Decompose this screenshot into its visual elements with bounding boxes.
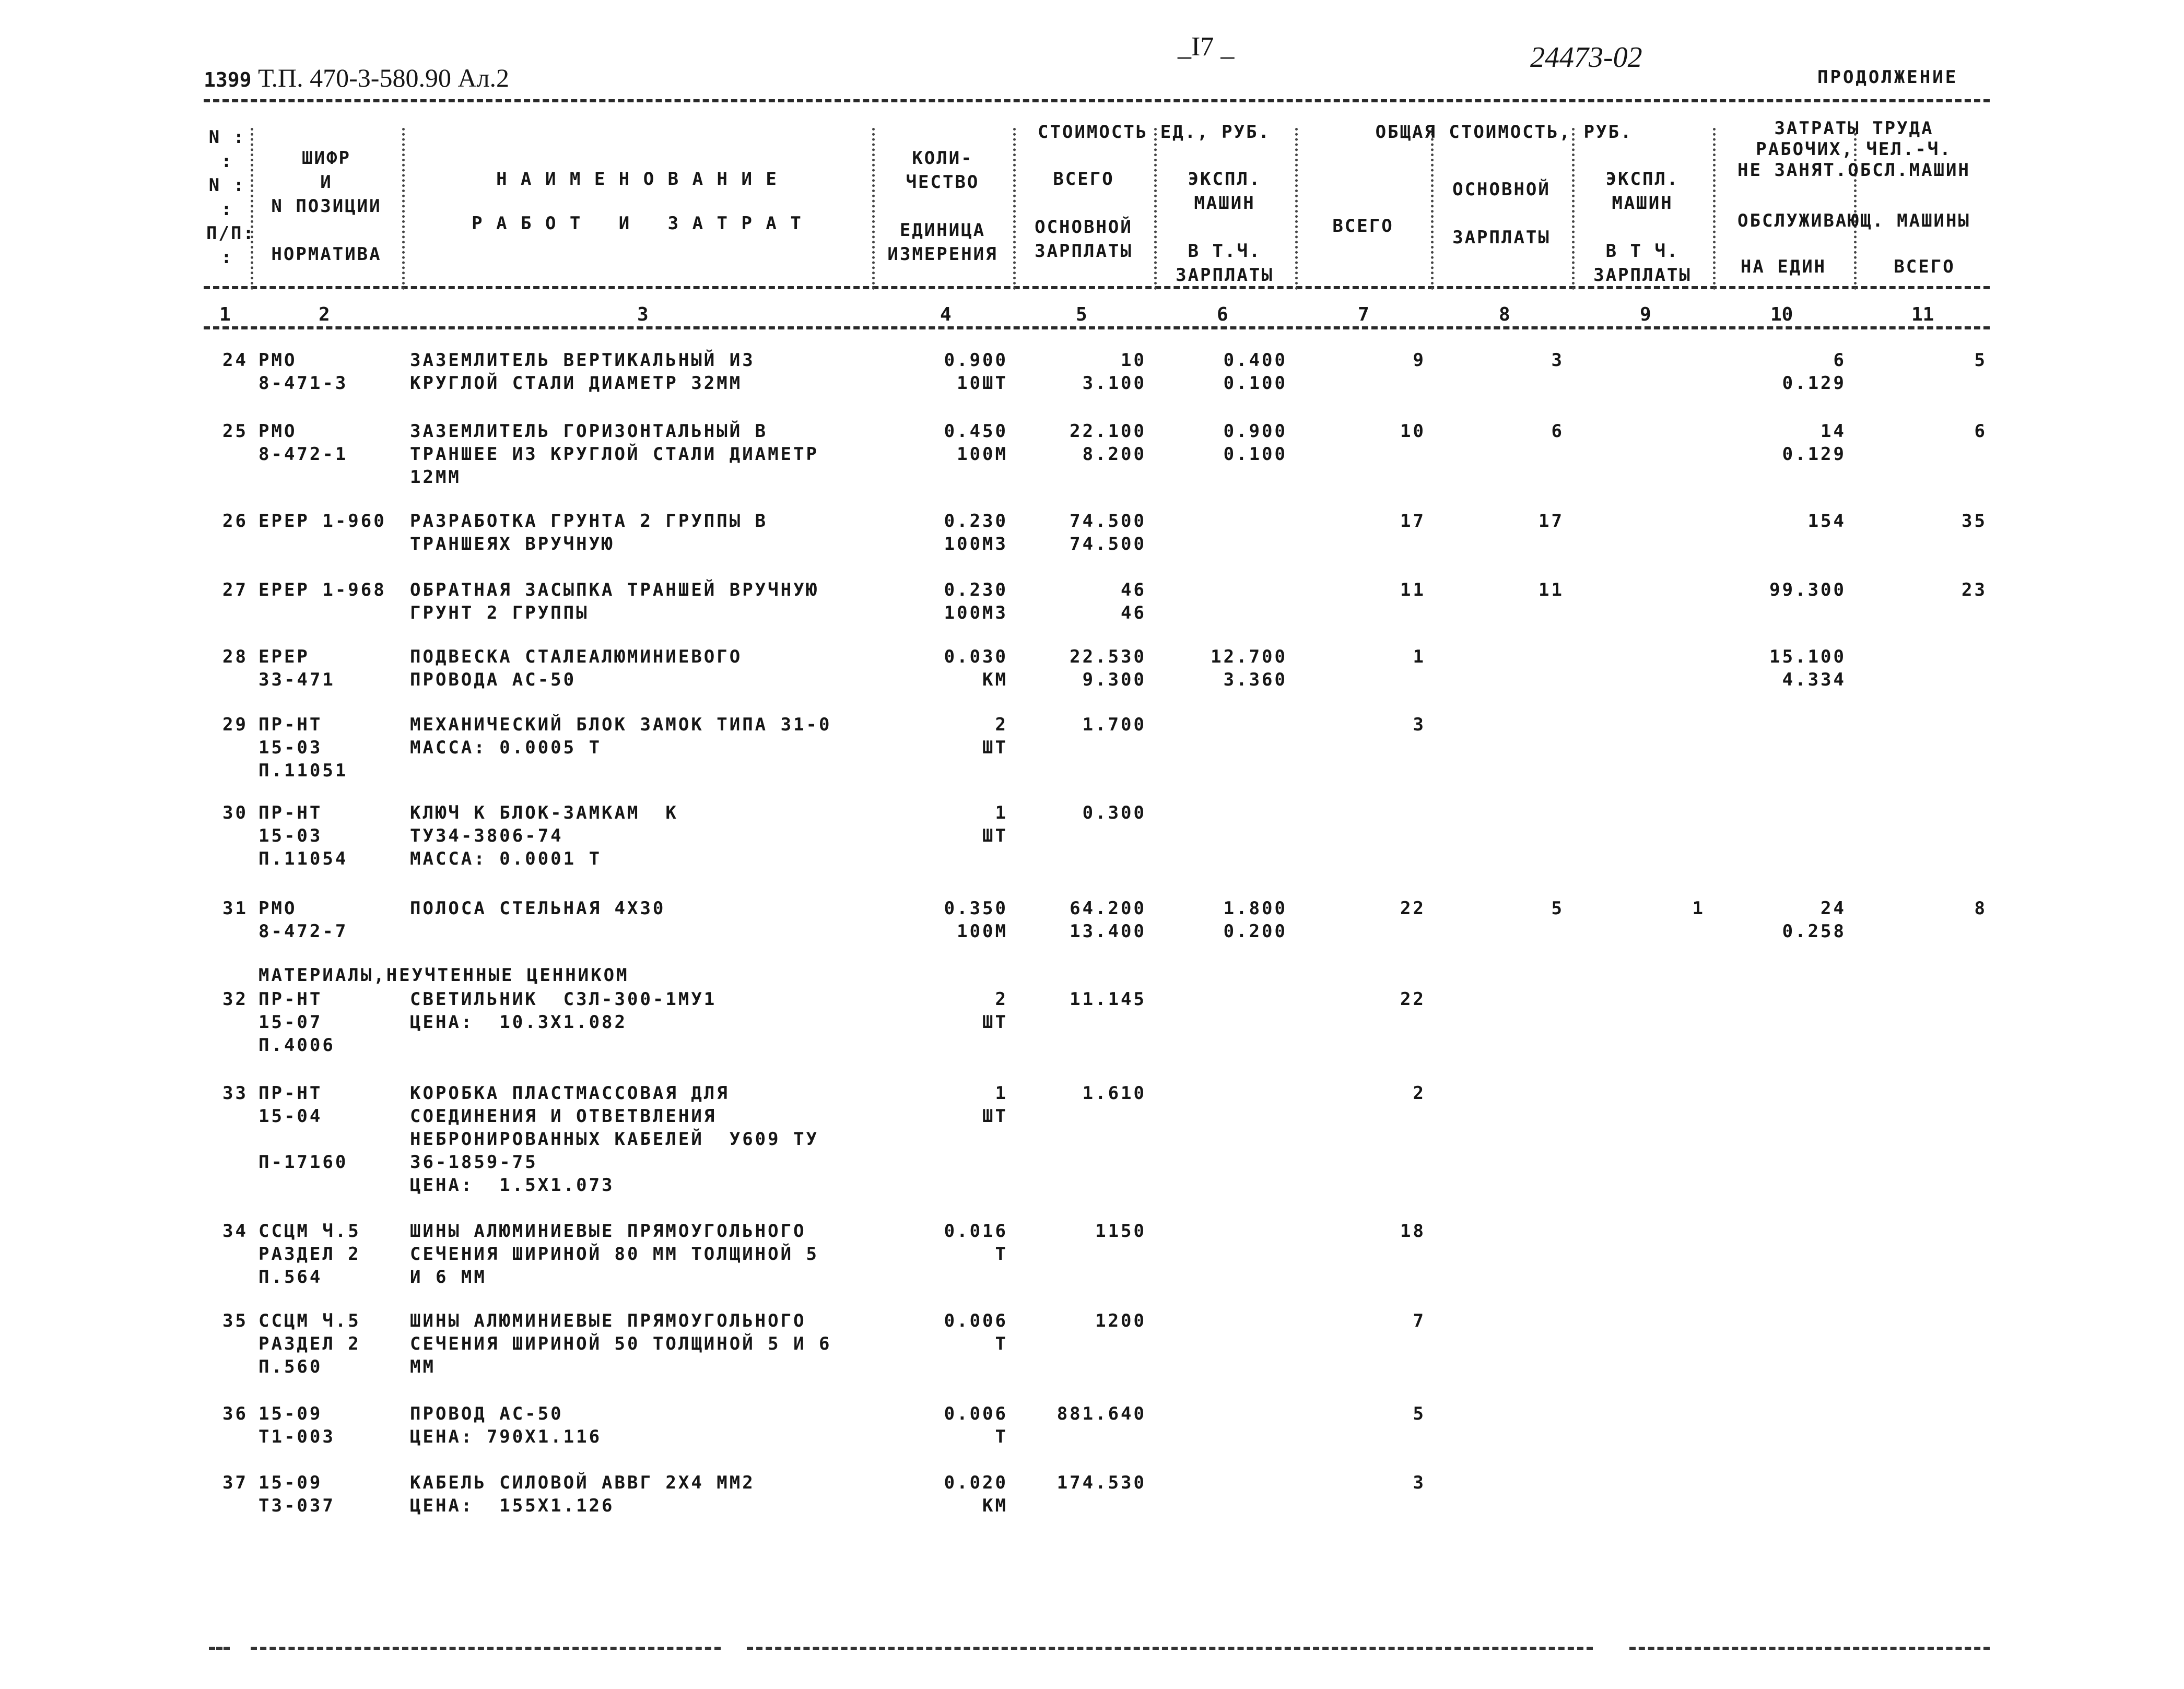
table-cell-n: 35 <box>222 1310 248 1331</box>
table-cell-n: 28 <box>222 646 248 667</box>
table-cell-name: ОБРАТНАЯ ЗАСЫПКА ТРАНШЕЙ ВРУЧНУЮ ГРУНТ 2 ГРУППЫ <box>410 580 819 623</box>
table-cell-c5: 10 3.100 <box>1082 350 1146 394</box>
table-cell-c7: 22 <box>1400 989 1426 1010</box>
table-cell-name: РАЗРАБОТКА ГРУНТА 2 ГРУППЫ В ТРАНШЕЯХ ВРУЧНУЮ <box>410 511 768 554</box>
table-cell-c5: 46 46 <box>1121 580 1146 623</box>
table-cell-n: 32 <box>222 989 248 1010</box>
table-cell-name: ЗАЗЕМЛИТЕЛЬ ВЕРТИКАЛЬНЫЙ ИЗ КРУГЛОЙ СТАЛИ ДИАМЕТР 32ММ <box>410 350 755 394</box>
table-cell-n: 29 <box>222 714 248 735</box>
col-header-3-line2: Р А Б О Т И З А Т Р А Т <box>472 213 803 234</box>
table-cell-c10: 24 0.258 <box>1782 898 1846 942</box>
table-cell-c7: 1 <box>1413 646 1426 667</box>
table-cell-c10: 99.300 <box>1769 580 1846 600</box>
table-cell-c5: 881.640 <box>1056 1403 1146 1424</box>
table-cell-c7: 11 <box>1400 580 1426 600</box>
table-cell-c6: 1.800 0.200 <box>1223 898 1287 942</box>
table-cell-code: РМО 8-472-7 <box>259 898 348 942</box>
table-cell-c10: 14 0.129 <box>1782 421 1846 465</box>
table-cell-code: 15-09 Т1-003 <box>259 1403 335 1447</box>
col-header-7: ВСЕГО <box>1332 216 1394 237</box>
col-header-9: ЭКСПЛ. МАШИН В Т Ч. ЗАРПЛАТЫ <box>1593 169 1692 286</box>
table-cell-n: 27 <box>222 580 248 600</box>
continuation-label: ПРОДОЛЖЕНИЕ <box>1817 67 1958 88</box>
table-cell-code: ЕРЕР 1-968 <box>259 580 386 600</box>
col-separator <box>1295 128 1298 290</box>
col-header-11: ВСЕГО <box>1894 256 1955 277</box>
column-number: 10 <box>1770 304 1793 325</box>
table-cell-c5: 0.300 <box>1082 802 1146 823</box>
col-header-unit-cost: СТОИМОСТЬ ЕД., РУБ. <box>1038 122 1271 143</box>
table-cell-name: ПОЛОСА СТЕЛЬНАЯ 4Х30 <box>410 898 666 919</box>
table-cell-c5: 11.145 <box>1070 989 1146 1010</box>
table-cell-qty: 1 ШТ <box>982 1083 1008 1127</box>
table-cell-c5: 1.700 <box>1082 714 1146 735</box>
table-cell-c8: 6 <box>1551 421 1564 442</box>
table-cell-c6: 0.900 0.100 <box>1223 421 1287 465</box>
table-cell-c5: 22.100 8.200 <box>1070 421 1146 465</box>
table-cell-code: ССЦМ Ч.5 РАЗДЕЛ 2 П.560 <box>259 1310 361 1377</box>
footer-rule <box>1629 1647 1990 1650</box>
col-header-8: ОСНОВНОЙ ЗАРПЛАТЫ <box>1452 179 1551 248</box>
table-cell-n: 37 <box>222 1472 248 1493</box>
table-cell-name: КАБЕЛЬ СИЛОВОЙ АВВГ 2Х4 ММ2 ЦЕНА: 155Х1.126 <box>410 1472 755 1516</box>
column-number: 4 <box>940 304 952 325</box>
table-cell-c7: 3 <box>1413 714 1426 735</box>
header-bottom-rule <box>204 286 1990 289</box>
col-header-10: НА ЕДИН <box>1740 256 1827 277</box>
table-cell-qty: 0.006 Т <box>944 1403 1008 1447</box>
table-cell-c8: 5 <box>1551 898 1564 919</box>
table-cell-name: ПРОВОД АС-50 ЦЕНА: 790Х1.116 <box>410 1403 602 1447</box>
table-cell-c7: 9 <box>1413 350 1426 371</box>
table-cell-n: 25 <box>222 421 248 442</box>
table-cell-c11: 6 <box>1974 421 1987 442</box>
column-number: 5 <box>1076 304 1087 325</box>
table-cell-c11: 8 <box>1974 898 1987 919</box>
table-cell-c7: 7 <box>1413 1310 1426 1331</box>
document-reference <box>204 63 509 93</box>
section-label: МАТЕРИАЛЫ,НЕУЧТЕННЫЕ ЦЕННИКОМ <box>259 965 629 986</box>
table-cell-c10: 6 0.129 <box>1782 350 1846 394</box>
table-cell-name: ЗАЗЕМЛИТЕЛЬ ГОРИЗОНТАЛЬНЫЙ В ТРАНШЕЕ ИЗ КРУГЛОЙ СТАЛИ ДИАМЕТР 12ММ <box>410 421 819 488</box>
number-row-rule <box>204 326 1990 329</box>
table-cell-c7: 10 <box>1400 421 1426 442</box>
table-cell-c7: 5 <box>1413 1403 1426 1424</box>
table-cell-qty: 0.230 100М3 <box>944 511 1008 554</box>
column-number: 7 <box>1358 304 1369 325</box>
col-header-3-line1: Н А И М Е Н О В А Н И Е <box>496 169 778 190</box>
table-cell-qty: 2 ШТ <box>982 989 1008 1033</box>
table-cell-c10: 154 <box>1807 511 1846 531</box>
footer-rule <box>209 1647 230 1650</box>
col-separator <box>402 128 405 290</box>
table-cell-c11: 23 <box>1962 580 1987 600</box>
footer-rule <box>747 1647 1593 1650</box>
column-number: 8 <box>1499 304 1510 325</box>
table-cell-code: ЕРЕР 33-471 <box>259 646 335 690</box>
table-cell-c7: 17 <box>1400 511 1426 531</box>
col-header-labor: ЗАТРАТЫ ТРУДА РАБОЧИХ, ЧЕЛ.-Ч. НЕ ЗАНЯТ.ОБСЛ.МАШИН <box>1737 118 1970 181</box>
table-cell-qty: 0.020 КМ <box>944 1472 1008 1516</box>
column-number: 2 <box>319 304 330 325</box>
table-cell-code: РМО 8-471-3 <box>259 350 348 394</box>
table-cell-n: 34 <box>222 1221 248 1242</box>
table-cell-qty: 0.016 Т <box>944 1221 1008 1265</box>
table-cell-qty: 0.006 Т <box>944 1310 1008 1354</box>
table-cell-name: ШИНЫ АЛЮМИНИЕВЫЕ ПРЯМОУГОЛЬНОГО СЕЧЕНИЯ ШИРИНОЙ 80 ММ ТОЛЩИНОЙ 5 И 6 ММ <box>410 1221 819 1288</box>
table-cell-c8: 11 <box>1539 580 1564 600</box>
table-cell-code: ПР-НТ 15-03 П.11054 <box>259 802 348 869</box>
table-cell-qty: 0.230 100М3 <box>944 580 1008 623</box>
table-cell-c6: 12.700 3.360 <box>1211 646 1287 690</box>
col-header-6: ЭКСПЛ. МАШИН В Т.Ч. ЗАРПЛАТЫ <box>1176 169 1274 286</box>
table-cell-name: МЕХАНИЧЕСКИЙ БЛОК ЗАМОК ТИПА 31-0 МАССА: 0.0005 Т <box>410 714 832 758</box>
table-cell-name: СВЕТИЛЬНИК СЗЛ-300-1МУ1 ЦЕНА: 10.3Х1.082 <box>410 989 717 1033</box>
table-cell-qty: 0.900 10ШТ <box>944 350 1008 394</box>
table-cell-c5: 174.530 <box>1056 1472 1146 1493</box>
table-cell-code: 15-09 Т3-037 <box>259 1472 335 1516</box>
table-cell-c5: 74.500 74.500 <box>1070 511 1146 554</box>
table-cell-c7: 22 <box>1400 898 1426 919</box>
table-cell-qty: 0.450 100М <box>944 421 1008 465</box>
column-number: 1 <box>219 304 231 325</box>
table-cell-c5: 1.610 <box>1082 1083 1146 1104</box>
table-cell-c5: 1200 <box>1095 1310 1146 1331</box>
table-cell-code: ПР-НТ 15-07 П.4006 <box>259 989 335 1056</box>
column-number: 6 <box>1217 304 1228 325</box>
table-cell-c7: 2 <box>1413 1083 1426 1104</box>
table-cell-c8: 17 <box>1539 511 1564 531</box>
table-cell-code: РМО 8-472-1 <box>259 421 348 465</box>
table-cell-c7: 18 <box>1400 1221 1426 1242</box>
footer-rule <box>251 1647 721 1650</box>
archive-code: 24473-02 <box>1530 41 1642 74</box>
table-cell-n: 26 <box>222 511 248 531</box>
project-code: Т.П. 470-3-580.90 Ал.2 <box>258 63 510 92</box>
table-cell-c7: 3 <box>1413 1472 1426 1493</box>
table-cell-n: 33 <box>222 1083 248 1104</box>
table-cell-name: ШИНЫ АЛЮМИНИЕВЫЕ ПРЯМОУГОЛЬНОГО СЕЧЕНИЯ ШИРИНОЙ 50 ТОЛЩИНОЙ 5 И 6 ММ <box>410 1310 832 1377</box>
page-number: _I7 _ <box>1178 32 1235 62</box>
table-cell-qty: 0.350 100М <box>944 898 1008 942</box>
table-cell-c8: 3 <box>1551 350 1564 371</box>
col-header-1: N : : N : : П/П: : <box>206 127 255 268</box>
table-cell-c5: 1150 <box>1095 1221 1146 1242</box>
table-cell-c10: 15.100 4.334 <box>1769 646 1846 690</box>
col-header-4: КОЛИ- ЧЕСТВО ЕДИНИЦА ИЗМЕРЕНИЯ <box>887 148 998 265</box>
col-header-5: ВСЕГО ОСНОВНОЙ ЗАРПЛАТЫ <box>1035 169 1133 262</box>
column-number: 9 <box>1640 304 1651 325</box>
table-cell-code: ЕРЕР 1-960 <box>259 511 386 531</box>
table-cell-n: 36 <box>222 1403 248 1424</box>
table-cell-qty: 2 ШТ <box>982 714 1008 758</box>
column-number: 11 <box>1911 304 1934 325</box>
table-cell-c9: 1 <box>1692 898 1705 919</box>
col-header-total-cost: ОБЩАЯ СТОИМОСТЬ, РУБ. <box>1375 122 1633 143</box>
table-cell-code: ССЦМ Ч.5 РАЗДЕЛ 2 П.564 <box>259 1221 361 1288</box>
table-top-rule <box>204 99 1990 102</box>
table-cell-code: ПР-НТ 15-04 П-17160 <box>259 1083 348 1173</box>
table-cell-name: КОРОБКА ПЛАСТМАССОВАЯ ДЛЯ СОЕДИНЕНИЯ И ОТВЕТВЛЕНИЯ НЕБРОНИРОВАННЫХ КАБЕЛЕЙ У609 ТУ 36-1859-75 ЦЕНА: 1.5Х1.073 <box>410 1083 819 1196</box>
column-number: 3 <box>637 304 649 325</box>
col-header-2: ШИФР И N ПОЗИЦИИ НОРМАТИВА <box>271 148 382 265</box>
table-cell-c6: 0.400 0.100 <box>1223 350 1287 394</box>
table-cell-qty: 0.030 КМ <box>944 646 1008 690</box>
table-cell-n: 24 <box>222 350 248 371</box>
col-header-labor-sub: ОБСЛУЖИВАЮЩ. МАШИНЫ <box>1737 210 1970 231</box>
table-cell-c5: 22.530 9.300 <box>1070 646 1146 690</box>
document-number: 1399 <box>204 68 252 91</box>
table-cell-name: КЛЮЧ К БЛОК-ЗАМКАМ К ТУ34-3806-74 МАССА: 0.0001 Т <box>410 802 678 869</box>
table-cell-c11: 35 <box>1962 511 1987 531</box>
table-cell-code: ПР-НТ 15-03 П.11051 <box>259 714 348 781</box>
table-cell-name: ПОДВЕСКА СТАЛЕАЛЮМИНИЕВОГО ПРОВОДА АС-50 <box>410 646 743 690</box>
table-cell-n: 30 <box>222 802 248 823</box>
table-cell-c11: 5 <box>1974 350 1987 371</box>
table-cell-qty: 1 ШТ <box>982 802 1008 846</box>
table-cell-n: 31 <box>222 898 248 919</box>
table-cell-c5: 64.200 13.400 <box>1070 898 1146 942</box>
